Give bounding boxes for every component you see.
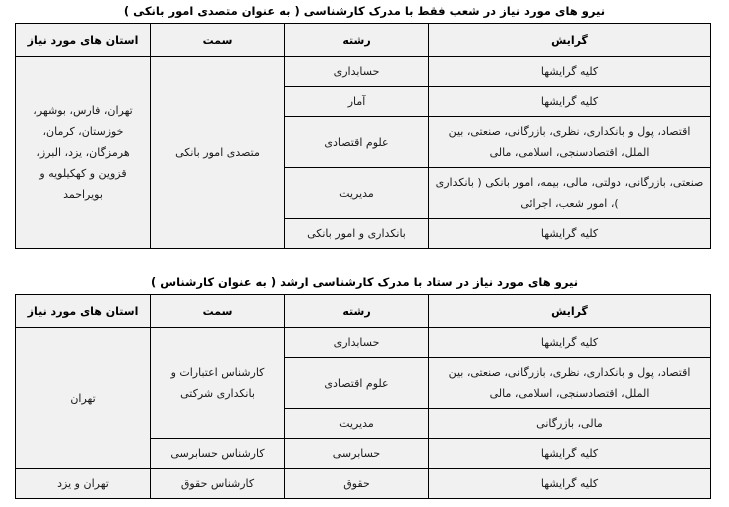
cell-gerayesh: کلیه گرایشها [429, 469, 711, 499]
table-headquarters [15, 294, 711, 499]
column-header-ostan: استان های مورد نیاز [16, 24, 151, 57]
column-header-gerayesh: گرایش [429, 24, 711, 57]
cell-reshteh: حسابرسی [285, 439, 429, 469]
cell-gerayesh: اقتصاد، پول و بانکداری، نظری، بازرگانی، صنعتی، بین الملل، اقتصادسنجی، اسلامی، مالی [429, 117, 711, 168]
cell-reshteh: حسابداری [285, 328, 429, 358]
cell-gerayesh: کلیه گرایشها [429, 219, 711, 249]
column-header-reshteh: رشته [285, 295, 429, 328]
cell-reshteh: حقوق [285, 469, 429, 499]
cell-reshteh: علوم اقتصادی [285, 117, 429, 168]
table-title-headquarters: نیرو های مورد نیاز در ستاد با مدرک کارشناسی ارشد ( به عنوان کارشناس ) [150, 275, 579, 289]
table-branches-header [16, 24, 711, 57]
table-row [16, 469, 711, 499]
header-row [16, 24, 711, 57]
table-branches [15, 23, 711, 249]
cell-reshteh: مدیریت [285, 409, 429, 439]
table-gap-divider [0, 249, 729, 271]
page-bottom-padding [0, 499, 729, 507]
column-header-semat: سمت [151, 24, 285, 57]
table-block-headquarters [0, 271, 729, 499]
cell-reshteh: مدیریت [285, 168, 429, 219]
table-headquarters-body [16, 328, 711, 499]
column-header-semat: سمت [151, 295, 285, 328]
cell-gerayesh: کلیه گرایشها [429, 439, 711, 469]
table-block-branches [0, 0, 729, 249]
cell-gerayesh: صنعتی، بازرگانی، دولتی، مالی، بیمه، امور بانکی ( بانکداری )، امور شعب، اجرائی [429, 168, 711, 219]
cell-gerayesh: اقتصاد، پول و بانکداری، نظری، بازرگانی، صنعتی، بین الملل، اقتصادسنجی، اسلامی، مالی [429, 358, 711, 409]
cell-gerayesh: مالی، بازرگانی [429, 409, 711, 439]
column-header-reshteh: رشته [285, 24, 429, 57]
cell-gerayesh: کلیه گرایشها [429, 57, 711, 87]
cell-gerayesh: کلیه گرایشها [429, 87, 711, 117]
header-row [16, 295, 711, 328]
cell-gerayesh: کلیه گرایشها [429, 328, 711, 358]
cell-semat: کارشناس حقوق [151, 469, 285, 499]
cell-ostan-merged: تهران [16, 328, 151, 469]
column-header-gerayesh: گرایش [429, 295, 711, 328]
column-header-ostan: استان های مورد نیاز [16, 295, 151, 328]
cell-semat-merged: کارشناس اعتبارات و بانکداری شرکتی [151, 328, 285, 439]
cell-reshteh: بانکداری و امور بانکی [285, 219, 429, 249]
table-row [16, 328, 711, 358]
cell-reshteh: حسابداری [285, 57, 429, 87]
cell-reshteh: علوم اقتصادی [285, 358, 429, 409]
table-title-branches: نیرو های مورد نیاز در شعب فقط با مدرک کارشناسی ( به عنوان متصدی امور بانکی ) [123, 4, 606, 18]
table-row [16, 57, 711, 87]
cell-reshteh: آمار [285, 87, 429, 117]
table-headquarters-header [16, 295, 711, 328]
cell-semat: کارشناس حسابرسی [151, 439, 285, 469]
cell-ostan: تهران و یزد [16, 469, 151, 499]
cell-ostan-merged: تهران، فارس، بوشهر، خوزستان، کرمان، هرمزگان، یزد، البرز، قزوین و کهکیلویه و بویراحمد [16, 57, 151, 249]
table-branches-body [16, 57, 711, 249]
cell-semat-merged: متصدی امور بانکی [151, 57, 285, 249]
